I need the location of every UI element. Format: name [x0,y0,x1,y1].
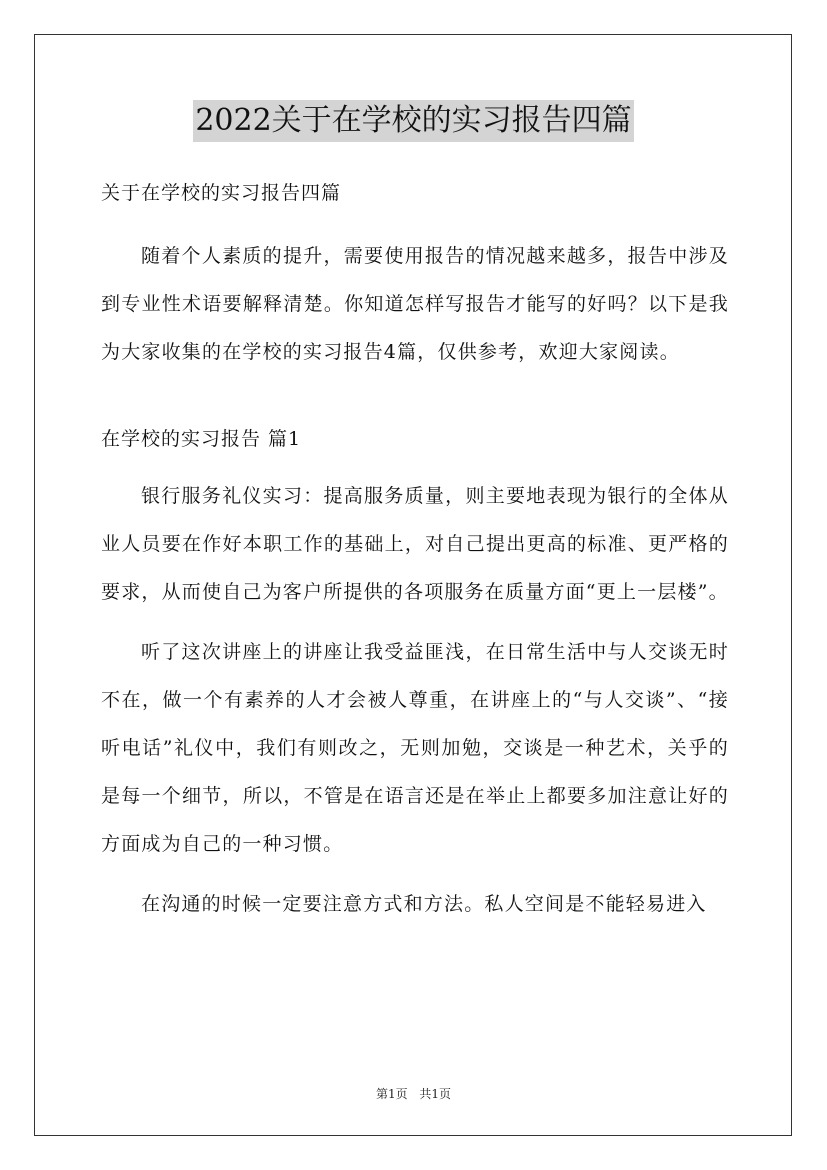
document-title: 2022关于在学校的实习报告四篇 [193,100,633,142]
body-paragraph: 听了这次讲座上的讲座让我受益匪浅，在日常生活中与人交谈无时不在，做一个有素养的人才会被人尊重，在讲座上的“与人交谈”、“接听电话”礼仪中，我们有则改之，无则加勉，交谈是一种艺术，关乎的是每一个细节，所以，不管是在语言还是在举止上都要多加注意让好的方面成为自己的一种习惯。 [101,641,729,855]
body-paragraph: 银行服务礼仪实习：提高服务质量，则主要地表现为银行的全体从业人员要在作好本职工作的基础上，对自己提出更高的标准、更严格的要求，从而使自己为客户所提供的各项服务在质量方面“更上一层楼”。 [101,485,729,603]
document-body [101,178,729,928]
page-number: 第1页 [375,1087,408,1101]
document-subtitle: 关于在学校的实习报告四篇 [101,182,342,204]
body-paragraph: 在沟通的时候一定要注意方式和方法。私人空间是不能轻易进入 [141,893,707,915]
page-total: 共1页 [419,1087,452,1101]
section-heading: 在学校的实习报告 篇1 [101,428,302,450]
page-footer [0,1085,827,1102]
document-title-container [0,100,827,142]
intro-paragraph: 随着个人素质的提升，需要使用报告的情况越来越多，报告中涉及到专业性术语要解释清楚。你知道怎样写报告才能写的好吗？以下是我为大家收集的在学校的实习报告4篇，仅供参考，欢迎大家阅读。 [101,245,729,363]
